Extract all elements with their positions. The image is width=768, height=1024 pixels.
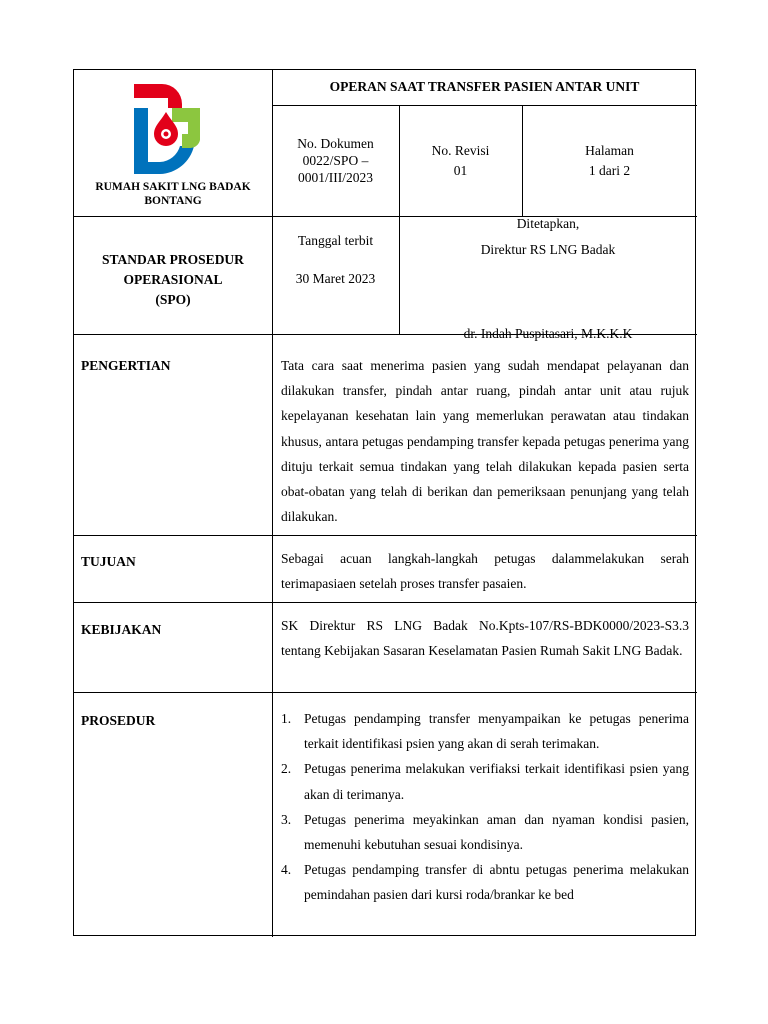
section-label-pengertian: PENGERTIAN [81,358,171,373]
page-value: 1 dari 2 [588,163,631,178]
issue-date-label: Tanggal terbit [297,233,374,248]
section-label-kebijakan: KEBIJAKAN [81,622,162,637]
step-text: Petugas pendamping transfer di abntu petugas penerima melakukan pemindahan pasien dari kursi roda/brankar ke bed [304,862,689,903]
page-label: Halaman [585,143,634,158]
tujuan-text: Sebagai acuan langkah-langkah petugas dalammelakukan serah terimapasiaen setelah proses transfer pasaien. [281,551,689,592]
issue-date-value: 30 Maret 2023 [295,271,376,286]
step-number: 3. [281,811,292,827]
step-number: 4. [281,862,292,878]
revision-value: 01 [453,163,468,178]
doc-number-label: No. Dokumen [297,136,374,151]
spo-title-line3: (SPO) [155,292,191,307]
established-label: Ditetapkan, [516,216,580,231]
kebijakan-text: SK Direktur RS LNG Badak No.Kpts-107/RS-BDK0000/2023-S3.3 tentang Kebijakan Sasaran Keselamatan Pasien Rumah Sakit LNG Badak. [281,618,689,659]
divider [272,70,273,334]
list-item [274,807,689,857]
spo-document [73,69,696,936]
hospital-name: RUMAH SAKIT LNG BADAK BONTANG [95,181,251,207]
step-text: Petugas penerima meyakinkan aman dan nyaman kondisi pasien, memenuhi kebutuhan sesuai kondisinya. [304,811,689,853]
divider [272,105,697,106]
section-label-prosedur: PROSEDUR [81,713,156,728]
spo-title-line2: OPERASIONAL [123,272,223,287]
prosedur-steps [274,706,689,908]
list-item [274,756,689,806]
divider [74,692,697,693]
list-item [274,857,689,907]
step-text: Petugas pendamping transfer menyampaikan ke petugas penerima terkait identifikasi psien yang akan di serah terimakan. [304,711,689,752]
spo-title-line1: STANDAR PROSEDUR [102,252,244,267]
pengertian-text: Tata cara saat menerima pasien yang sudah mendapat pelayanan dan dilakukan transfer, pindah antar ruang, pindah antar unit atau rujuk kepelayanan kesehatan lain yang memerlukan perawatan atau tindakan khusus, antara petugas pendamping transfer kepada petugas penerima yang dituju terkait semua tindakan yang telah dilakukan kepada pasien serta obat-obatan yang telah di berikan dan pemeriksaan penunjang yang telah dilakukan. [281,358,689,525]
hospital-logo [132,82,204,174]
list-item [274,706,689,756]
director-title: Direktur RS LNG Badak [480,242,616,257]
divider [272,334,273,937]
director-name: dr. Indah Puspitasari, M.K.K.K [463,326,633,341]
doc-number-value: 0022/SPO – 0001/III/2023 [298,153,373,185]
revision-label: No. Revisi [431,143,490,158]
divider [74,535,697,536]
step-number: 1. [281,711,292,726]
step-number: 2. [281,761,292,777]
step-text: Petugas penerima melakukan verifiaksi terkait identifikasi psien yang akan di terimanya. [304,761,689,802]
divider [74,602,697,603]
section-label-tujuan: TUJUAN [81,554,136,569]
document-title: OPERAN SAAT TRANSFER PASIEN ANTAR UNIT [329,79,640,94]
